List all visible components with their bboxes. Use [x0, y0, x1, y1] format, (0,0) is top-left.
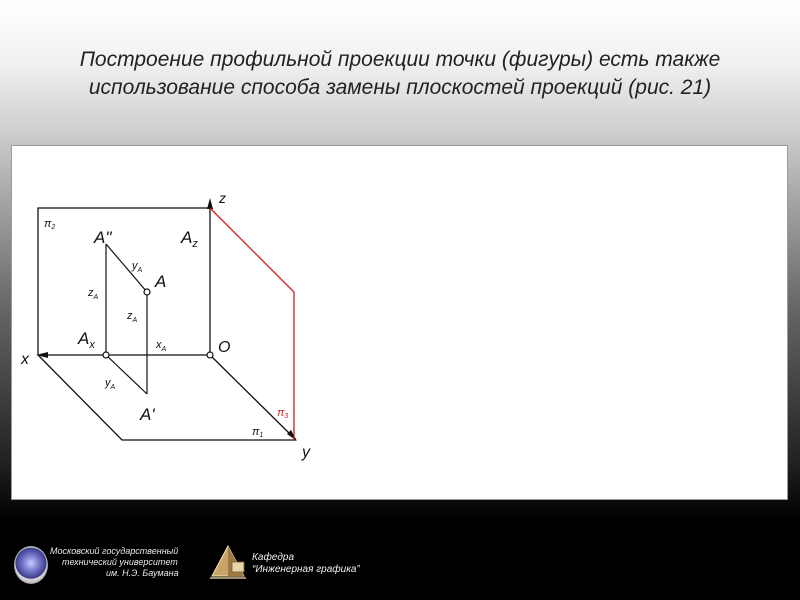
department-name: Кафедра “Инженерная графика” [252, 552, 360, 575]
label-a: A [155, 272, 167, 291]
university-seal-icon [14, 546, 48, 584]
y-axis [210, 355, 292, 436]
label-y: y [302, 444, 310, 461]
diagram-frame [11, 145, 788, 500]
label-pi1: π1 [252, 426, 264, 439]
label-x: x [21, 351, 29, 368]
university-name: Московский государственный технический университет им. Н.Э. Баумана [50, 546, 179, 578]
label-ya-bottom: $y_A$ [105, 377, 116, 391]
projection-diagram [12, 146, 789, 501]
slide-title [20, 46, 780, 102]
point-o [207, 352, 213, 358]
label-za-left: $z_A$ [88, 287, 99, 301]
label-ya-top: $y_A$ [132, 260, 143, 274]
label-xa: $x_A$ [156, 339, 167, 353]
z-axis-arrow [207, 198, 213, 209]
label-ax: $A_x$ [78, 329, 95, 351]
title-line-1: Построение профильной проекции точки (фигуры) есть также [79, 48, 721, 71]
profile-plane-outline [210, 208, 294, 440]
title-line-2: использование способа замены плоскостей проекций (рис. 21) [88, 76, 712, 99]
footer [0, 530, 800, 600]
point-ax [103, 352, 109, 358]
label-z: z [219, 190, 226, 206]
department-logo-icon [208, 542, 248, 582]
label-o: O [218, 339, 231, 356]
label-pi2: π2 [44, 218, 56, 231]
label-a2: A" [94, 228, 112, 247]
label-pi3: π3 [277, 407, 289, 420]
point-a [144, 289, 150, 295]
label-a1: A' [140, 405, 155, 424]
label-az: $A_z$ [181, 228, 198, 250]
label-za-mid: $z_A$ [127, 310, 138, 324]
